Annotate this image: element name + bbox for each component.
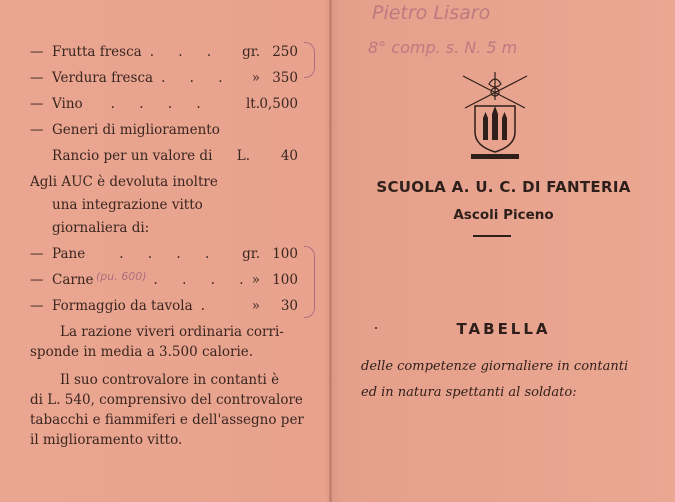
left-page bbox=[0, 0, 329, 502]
ration-name: Verdura fresca bbox=[52, 70, 154, 86]
generi-label: Generi di miglioramento bbox=[52, 122, 220, 138]
ration-name: Formaggio da tavola bbox=[52, 298, 193, 314]
ration-dots: . . . bbox=[149, 44, 222, 60]
calorie-paragraph-line-1: La razione viveri ordinaria corri- bbox=[60, 324, 284, 340]
school-name: SCUOLA A. U. C. DI FANTERIA bbox=[376, 178, 631, 196]
ration-name: Vino bbox=[52, 96, 83, 112]
ration-qty: 30 bbox=[280, 298, 298, 314]
value-paragraph-line-3: tabacchi e fiammiferi e dell'assegno per bbox=[30, 412, 304, 428]
ration-row-frutta: — Frutta fresca . . . gr. 250 bbox=[30, 44, 298, 60]
right-page bbox=[332, 0, 675, 502]
handwritten-bracket-top bbox=[304, 42, 315, 78]
integration-line-2: una integrazione vitto bbox=[52, 197, 203, 213]
coat-of-arms-icon bbox=[459, 70, 531, 162]
handwritten-owner-name: Pietro Lisaro bbox=[372, 2, 491, 24]
subtitle-line-2: ed in natura spettanti al soldato: bbox=[361, 385, 577, 400]
title-rule bbox=[473, 235, 511, 237]
school-city: Ascoli Piceno bbox=[453, 207, 554, 223]
ration-unit: lt. bbox=[245, 96, 260, 112]
ration-name: Carne bbox=[52, 272, 94, 288]
ration-qty: 100 bbox=[272, 246, 298, 262]
value-paragraph-line-2: di L. 540, comprensivo del controvalore bbox=[30, 392, 303, 408]
handwritten-carne-note: (pu. 600) bbox=[96, 270, 147, 283]
ration-dots: . . . . bbox=[153, 272, 254, 288]
ration-dots: . . . . bbox=[119, 246, 220, 262]
handwritten-unit-detail: 8° comp. s. N. 5 m bbox=[368, 38, 518, 57]
ration-qty: 100 bbox=[272, 272, 298, 288]
value-paragraph-line-1: Il suo controvalore in contanti è bbox=[60, 372, 280, 388]
ration-unit: gr. bbox=[242, 246, 260, 262]
generi-qty: 40 bbox=[280, 148, 298, 164]
generi-unit: L. bbox=[236, 148, 250, 164]
ration-qty: 250 bbox=[272, 44, 298, 60]
generi-line-2 bbox=[30, 146, 298, 166]
ration-unit: » bbox=[251, 298, 260, 314]
ration-unit: » bbox=[251, 70, 260, 86]
generi-line-1: — Generi di miglioramento bbox=[30, 122, 220, 138]
integration-line-3: giornaliera di: bbox=[52, 220, 150, 236]
ration-dots: . bbox=[200, 298, 215, 314]
ration-row-vino: — Vino . . . . lt. 0,500 bbox=[30, 96, 298, 112]
ration-unit: gr. bbox=[242, 44, 260, 60]
handwritten-bracket-bottom bbox=[304, 246, 315, 318]
document-title: TABELLA bbox=[456, 320, 551, 338]
calorie-paragraph-line-2: sponde in media a 3.500 calorie. bbox=[30, 344, 254, 360]
ration-qty: 0,500 bbox=[259, 96, 298, 112]
ration-unit: » bbox=[251, 272, 260, 288]
ration-name: Pane bbox=[52, 246, 86, 262]
ration-dots: . . . . bbox=[110, 96, 211, 112]
extra-row-pane: — Pane . . . . gr. 100 bbox=[30, 246, 298, 262]
extra-row-formaggio: — Formaggio da tavola . » 30 bbox=[30, 298, 298, 314]
ration-name: Frutta fresca bbox=[52, 44, 142, 60]
generi-label-2: Rancio per un valore di bbox=[52, 148, 213, 164]
ration-qty: 350 bbox=[272, 70, 298, 86]
extra-row-carne: — Carne . . . . » 100 bbox=[30, 272, 298, 288]
ration-dots: . . . bbox=[161, 70, 233, 86]
ration-row-verdura: — Verdura fresca . . . » 350 bbox=[30, 70, 298, 86]
value-paragraph-line-4: il miglioramento vitto. bbox=[30, 432, 183, 448]
subtitle-line-1: delle competenze giornaliere in contanti bbox=[361, 359, 629, 374]
integration-line-1: Agli AUC è devoluta inoltre bbox=[30, 174, 218, 190]
